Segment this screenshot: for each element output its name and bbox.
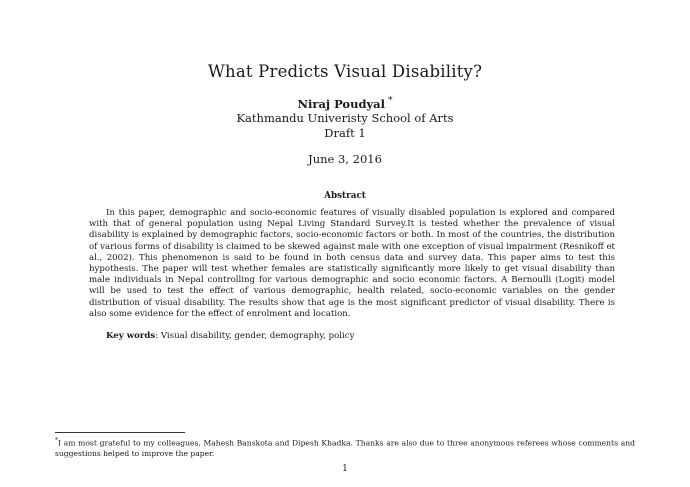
footnote-rule	[55, 432, 185, 433]
author-line	[0, 96, 690, 111]
page-number: 1	[342, 464, 348, 474]
abstract-heading: Abstract	[324, 191, 366, 201]
keywords-list: : Visual disability, gender, demography, policy	[155, 331, 355, 341]
author-footnote-mark: *	[387, 96, 393, 106]
footnote-mark: *	[55, 437, 58, 444]
author-name: Niraj Poudyal	[297, 96, 385, 111]
keywords-label: Key words	[106, 331, 156, 341]
abstract-body: In this paper, demographic and socio-economic features of visually disabled population is explored and compared with that of general population using Nepal Living Standard Survey.It is tested whether the prevalence of visual disability is explained by demographic factors, socio-economic factors or both. In most of the countries, the distribution of various forms of disability is claimed to be skewed against male with one exception of visual impairment (Resnikoff et al., 2002). This phenomenon is said to be found in both census data and survey data. This paper aims to test this hypothesis. The paper will test whether females are statistically significantly more likely to get visual disability than male individuals in Nepal controlling for various demographic and socio economic factors. A Bernoulli (Logit) model will be used to test the effect of various demographic, health related, socio-economic variables on the gender distribution of visual disability. The results show that age is the most significant predictor of visual disability. There is also some evidence for the effect of enrolment and location.	[89, 208, 615, 319]
paper-title: What Predicts Visual Disability?	[207, 62, 483, 81]
draft-label: Draft 1	[324, 126, 366, 140]
paper-date: June 3, 2016	[308, 152, 382, 166]
footnote	[55, 436, 635, 459]
author-affiliation: Kathmandu Univeristy School of Arts	[236, 111, 454, 125]
footnote-text: I am most grateful to my colleagues, Mahesh Banskota and Dipesh Khadka. Thanks are also due to three anonymous referees whose comments and suggestions helped to improve the paper.	[55, 438, 635, 458]
keywords-line	[106, 331, 616, 342]
